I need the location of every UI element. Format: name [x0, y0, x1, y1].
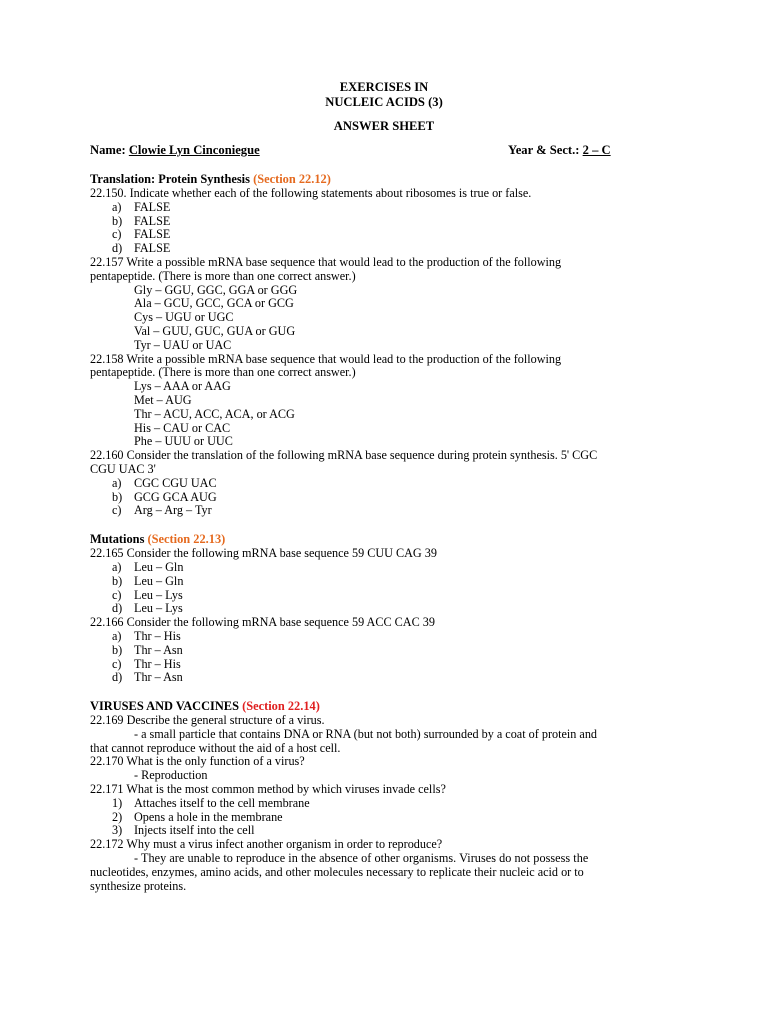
question-22-171: 22.171 What is the most common method by which viruses invade cells? [90, 782, 446, 797]
name-label: Name: [90, 143, 126, 157]
answer-option: b) FALSE [112, 213, 171, 228]
year-section-value: 2 – C [582, 143, 611, 157]
codon-answer: Lys – AAA or AAG [134, 379, 231, 394]
question-22-160-cont: CGU UAC 3' [90, 461, 156, 476]
answer-22-169: - a small particle that contains DNA or RNA (but not both) surrounded by a coat of protein and [134, 726, 598, 741]
question-22-150: 22.150. Indicate whether each of the following statements about ribosomes is true or false. [90, 186, 532, 200]
answer-option: c) FALSE [112, 227, 171, 242]
answer-option: a) CGC CGU UAC [112, 475, 217, 490]
year-section-label: Year & Sect.: [508, 143, 580, 157]
codon-answer: Phe – UUU or UUC [134, 434, 233, 449]
answer-option: b) Thr – Asn [112, 642, 183, 657]
section-heading-translation: Translation: Protein Synthesis (Section 22.12) [90, 172, 331, 186]
section-heading-viruses: VIRUSES AND VACCINES (Section 22.14) [90, 699, 320, 714]
answer-option: 1) Attaches itself to the cell membrane [112, 795, 310, 810]
question-22-166: 22.166 Consider the following mRNA base sequence 59 ACC CAC 39 [90, 615, 435, 630]
answer-option: b) Leu – Gln [112, 573, 184, 588]
answer-option: a) FALSE [112, 199, 171, 214]
question-22-158: 22.158 Write a possible mRNA base sequence that would lead to the production of the following [90, 351, 562, 366]
answer-option: c) Arg – Arg – Tyr [112, 503, 212, 518]
answer-option: d) Thr – Asn [112, 670, 183, 685]
answer-sheet-heading: ANSWER SHEET [333, 119, 435, 133]
answer-option: b) GCG GCA AUG [112, 489, 217, 504]
answer-option: a) Thr – His [112, 628, 181, 643]
codon-answer: Thr – ACU, ACC, ACA, or ACG [134, 406, 295, 421]
question-22-157: 22.157 Write a possible mRNA base sequence that would lead to the production of the following [90, 254, 562, 269]
answer-option: d) Leu – Lys [112, 601, 183, 616]
answer-22-172-cont2: synthesize proteins. [90, 878, 187, 893]
answer-option: 2) Opens a hole in the membrane [112, 809, 283, 824]
title-line-2: NUCLEIC ACIDS (3) [325, 95, 443, 109]
section-ref: (Section 22.14) [242, 699, 320, 714]
answer-sheet [90, 80, 678, 893]
codon-answer: Val – GUU, GUC, GUA or GUG [134, 323, 296, 338]
student-name: Clowie Lyn Cinconiegue [128, 143, 260, 157]
answer-option: d) FALSE [112, 241, 171, 256]
answer-option: c) Leu – Lys [112, 587, 183, 602]
codon-answer: Met – AUG [134, 392, 192, 407]
codon-answer: Cys – UGU or UGC [134, 310, 234, 325]
answer-22-172: - They are unable to reproduce in the absence of other organisms. Viruses do not possess the [134, 851, 589, 866]
student-info-row [90, 143, 678, 158]
codon-answer: Ala – GCU, GCC, GCA or GCG [134, 296, 294, 311]
question-22-165: 22.165 Consider the following mRNA base sequence 59 CUU CAG 39 [90, 546, 437, 561]
answer-option: 3) Injects itself into the cell [112, 823, 255, 838]
question-22-160: 22.160 Consider the translation of the following mRNA base sequence during protein synthesis. 5' CGC [90, 448, 598, 463]
answer-22-170: - Reproduction [134, 768, 208, 783]
codon-answer: Tyr – UAU or UAC [134, 337, 232, 352]
question-22-157-cont: pentapeptide. (There is more than one correct answer.) [90, 268, 356, 283]
section-ref: (Section 22.13) [147, 532, 226, 547]
answer-22-169-cont: that cannot reproduce without the aid of a host cell. [90, 740, 341, 755]
question-22-170: 22.170 What is the only function of a virus? [90, 754, 305, 769]
question-22-169: 22.169 Describe the general structure of a virus. [90, 713, 325, 728]
codon-answer: His – CAU or CAC [134, 420, 231, 435]
section-heading-mutations: Mutations (Section 22.13) [90, 532, 226, 547]
question-22-158-cont: pentapeptide. (There is more than one correct answer.) [90, 365, 356, 380]
section-ref: (Section 22.12) [253, 172, 331, 186]
answer-option: a) Leu – Gln [112, 559, 184, 574]
answer-option: c) Thr – His [112, 656, 181, 671]
answer-22-172-cont: nucleotides, enzymes, amino acids, and other molecules necessary to replicate their nucleic acid or to [90, 864, 584, 879]
question-22-172: 22.172 Why must a virus infect another organism in order to reproduce? [90, 837, 443, 852]
codon-answer: Gly – GGU, GGC, GGA or GGG [134, 282, 298, 297]
title-line-1: EXERCISES IN [339, 80, 429, 94]
